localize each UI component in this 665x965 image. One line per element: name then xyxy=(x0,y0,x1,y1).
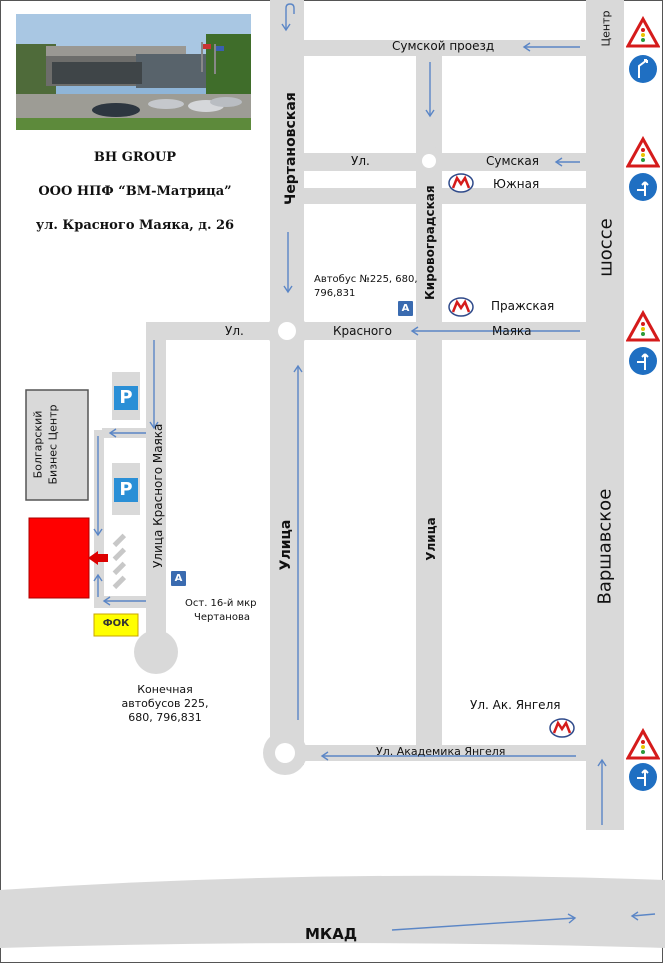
traffic-sign-group-1 xyxy=(626,16,660,86)
label-sumskoy-proezd: Сумской проезд xyxy=(392,39,495,53)
label-ulitsa-mid: Улица xyxy=(424,517,438,561)
label-kirovogradskaya: Кировоградская xyxy=(423,185,437,300)
label-mkad: МКАД xyxy=(305,925,358,943)
label-bus-16-line1: Ост. 16-й мкр xyxy=(185,598,257,609)
label-fok: ФОК xyxy=(102,618,130,629)
label-chertanovskaya: Чертановская xyxy=(283,92,299,205)
traffic-sign-group-3 xyxy=(626,310,660,380)
target-arrow xyxy=(88,551,108,565)
road-terminal-loop xyxy=(134,630,178,674)
label-terminal-line1: Конечная xyxy=(137,683,193,696)
parking-icon-1: P xyxy=(114,386,138,410)
traffic-sign-group-2 xyxy=(626,136,660,206)
building-photo xyxy=(16,14,251,130)
parking-stalls xyxy=(113,534,126,589)
road-varshavskoe xyxy=(586,0,624,830)
label-sumskaya-prefix: Ул. xyxy=(351,154,370,168)
label-yangelya: Ул. Академика Янгеля xyxy=(376,745,506,758)
label-shosse: шоссе xyxy=(595,218,617,277)
label-ulitsa-left: Улица xyxy=(278,519,294,571)
label-bus-16-line2: Чертанова xyxy=(194,612,250,623)
road-yuzhnaya-lane xyxy=(304,188,586,204)
metro-icon-prazhskaya xyxy=(447,296,475,318)
label-metro-yuzhnaya: Южная xyxy=(493,177,540,191)
label-bus-north-line1: Автобус №225, 680, xyxy=(314,274,418,285)
company-address: ул. Красного Маяка, д. 26 xyxy=(35,218,235,233)
label-krasnogo-prefix: Ул. xyxy=(225,324,244,338)
traffic-sign-group-4 xyxy=(626,728,660,798)
label-tsentr: Центр xyxy=(599,10,613,47)
traffic-arrows xyxy=(94,4,655,930)
company-name: BH GROUP xyxy=(93,150,177,165)
target-building xyxy=(29,518,89,598)
label-krasnogo-mayaka-street: Улица Красного Маяка xyxy=(151,423,165,568)
label-bbc-line2: Бизнес Центр xyxy=(46,404,60,485)
company-legal-name: ООО НПФ “ВМ-Матрица” xyxy=(38,184,232,199)
label-mayaka: Маяка xyxy=(492,324,532,338)
label-metro-prazhskaya: Пражская xyxy=(491,299,555,313)
label-bbc-line1: Болгарский xyxy=(31,410,45,479)
parking-icon-2: P xyxy=(114,478,138,502)
label-metro-ak-yangelya: Ул. Ак. Янгеля xyxy=(470,698,561,712)
metro-icon-yuzhnaya xyxy=(447,172,475,194)
label-bus-north-line2: 796,831 xyxy=(314,288,356,299)
label-krasnogo: Красного xyxy=(333,324,392,338)
bus-stop-icon-north: A xyxy=(398,301,413,316)
metro-icon-ak-yangelya xyxy=(548,717,576,739)
bus-stop-icon-16: A xyxy=(171,571,186,586)
label-terminal-line3: 680, 796,831 xyxy=(128,711,202,724)
label-varshavskoe: Варшавское xyxy=(594,488,616,605)
label-sumskaya: Сумская xyxy=(486,154,539,168)
label-terminal-line2: автобусов 225, xyxy=(121,697,209,710)
